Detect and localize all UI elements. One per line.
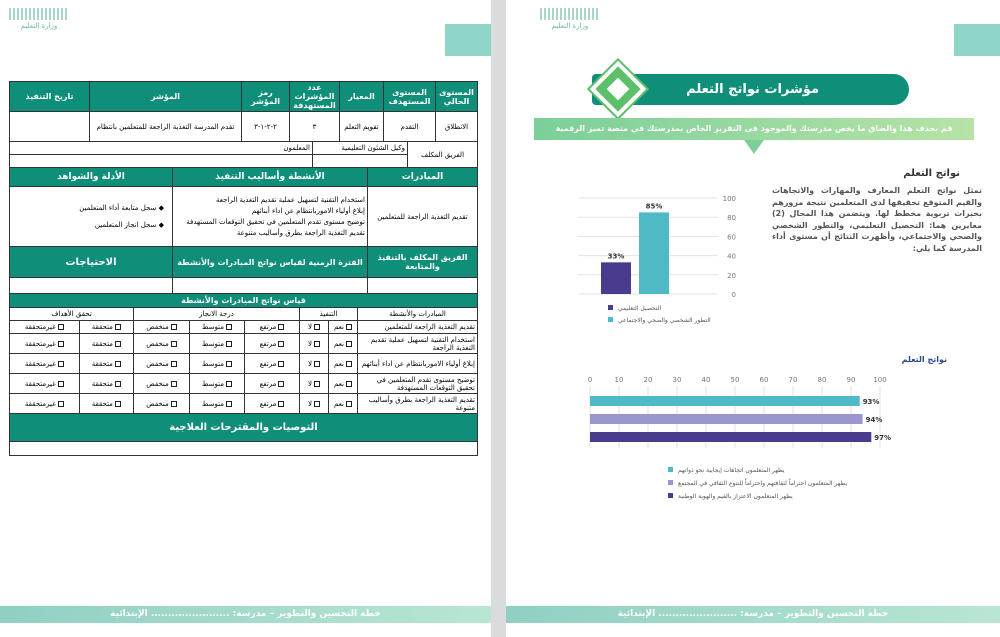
x-tick-label: 20: [643, 376, 653, 384]
needs-value[interactable]: [10, 278, 173, 294]
checkbox-icon[interactable]: [58, 381, 64, 387]
bar: [590, 414, 863, 424]
th-level-current: المستوى الحالي: [436, 82, 478, 112]
x-tick-label: 70: [788, 376, 798, 384]
checkbox-no[interactable]: لا: [300, 354, 329, 374]
chart-vertical-bars: [568, 190, 748, 340]
cell-count: ٣: [290, 112, 340, 142]
checkbox-yes[interactable]: نعم: [329, 374, 358, 394]
legend-swatch: [668, 467, 673, 472]
teachers-value[interactable]: [10, 155, 313, 168]
checkbox-icon[interactable]: [58, 324, 64, 330]
section-paragraph: تمثل نواتج التعلم المعارف والمهارات والاتجاهات والقيم المتوقع تحقيقها لدى المتعلمين نتيجة مرورهم بخبرات تربوية مخطط لها. ويتضمن هذا المجال (2) معايرين هما: التحصيل التعليمي، والتطور الشخصي والصحي والاجتماعي، وأظهرت النتائج أن مستوى أداء المدرسة كما يلي:: [772, 186, 982, 253]
activity-item: استخدام التقنية لتسهيل عملية تقديم التغذية الراجعة: [215, 195, 365, 204]
checkbox-icon[interactable]: [314, 324, 320, 330]
checkbox-yes[interactable]: نعم: [329, 321, 358, 334]
y-tick-label: 100: [722, 195, 736, 203]
checkbox-icon[interactable]: [171, 401, 177, 407]
checkbox-low[interactable]: منخفض: [134, 394, 190, 414]
ministry-logo: [9, 8, 69, 38]
page-gutter: [491, 0, 506, 637]
checkbox-icon[interactable]: [226, 341, 232, 347]
page-title: مؤشرات نواتج التعلم: [592, 74, 909, 105]
checkbox-icon[interactable]: [346, 361, 352, 367]
x-tick-label: 10: [614, 376, 624, 384]
checkbox-icon[interactable]: [346, 381, 352, 387]
recommendations-value[interactable]: [10, 442, 478, 456]
team-followup-value[interactable]: [368, 278, 478, 294]
checkbox-icon[interactable]: [226, 361, 232, 367]
measure-row: [10, 354, 478, 374]
team-label: الفريق المكلف: [408, 142, 478, 168]
x-tick-label: 100: [873, 376, 887, 384]
activity-item: توضيح مستوى تقدم المتعلمين في تحقيق التوقعات المستهدفة: [186, 217, 365, 226]
x-tick-label: 0: [587, 376, 593, 384]
checkbox-icon[interactable]: [115, 341, 121, 347]
data-label: 93%: [862, 398, 880, 406]
data-label: 85%: [645, 202, 663, 211]
legend-swatch: [608, 305, 613, 310]
checkbox-met[interactable]: متحققة: [79, 334, 133, 354]
checkbox-icon[interactable]: [314, 361, 320, 367]
data-label: 33%: [607, 252, 625, 261]
checkbox-icon[interactable]: [278, 401, 284, 407]
checkbox-yes[interactable]: نعم: [329, 394, 358, 414]
checkbox-mid[interactable]: متوسط: [190, 354, 245, 374]
checkbox-icon[interactable]: [314, 341, 320, 347]
y-tick-label: 40: [727, 252, 736, 261]
th-m-initiatives: المبادرات والأنشطة: [358, 308, 478, 321]
activities-cell: [173, 187, 368, 247]
measure-row-label: توضيح مستوى تقدم المتعلمين في تحقيق التوقعات المستهدفة: [358, 374, 478, 394]
teachers-label: المعلمون: [10, 142, 313, 155]
cell-level-target: التقدم: [384, 112, 436, 142]
legend-swatch: [608, 317, 613, 322]
initiative-cell: تقديم التغذية الراجعة للمتعلمين: [368, 187, 478, 247]
cell-standard: تقويم التعلم: [340, 112, 384, 142]
checkbox-unmet[interactable]: غيرمتحققة: [10, 354, 80, 374]
x-tick-label: 80: [817, 376, 827, 384]
checkbox-icon[interactable]: [58, 341, 64, 347]
checkbox-unmet[interactable]: غيرمتحققة: [10, 321, 80, 334]
checkbox-icon[interactable]: [226, 324, 232, 330]
cell-code: ٢-٢-١-٣: [242, 112, 290, 142]
cell-level-current: الانطلاق: [436, 112, 478, 142]
th-indicator: المؤشر: [90, 82, 242, 112]
checkbox-icon[interactable]: [171, 361, 177, 367]
legend-label: التطور الشخصي والصحي والاجتماعي: [618, 317, 711, 324]
th-evidence: الأدلة والشواهد: [10, 168, 173, 187]
measure-rows: [9, 320, 478, 414]
legend-swatch: [668, 493, 673, 498]
measure-row-label: استخدام التقنية لتسهيل عملية تقديم التغذية الراجعة: [358, 334, 478, 354]
measure-row: [10, 334, 478, 354]
checkbox-unmet[interactable]: غيرمتحققة: [10, 334, 80, 354]
footer: خطة التحسين والتطوير – مدرسة: ....................... الإبتدائية: [0, 606, 491, 623]
checkbox-no[interactable]: لا: [300, 394, 329, 414]
x-tick-label: 90: [846, 376, 856, 384]
instruction-band: قم بحذف هذا والصاق ما يخص مدرستك والموجود في التقرير الخاص بمدرستك في منصة تميز الرقمية: [534, 118, 974, 140]
x-tick-label: 30: [672, 376, 682, 384]
checkbox-icon[interactable]: [346, 341, 352, 347]
measure-row-label: إبلاغ أولياء الاموربانتظام عن اداء أبنائهم: [358, 354, 478, 374]
checkbox-met[interactable]: متحققة: [79, 354, 133, 374]
bar: [590, 396, 860, 406]
checkbox-high[interactable]: مرتفع: [245, 374, 300, 394]
evidence-item: ◆ سجل انجاز المتعلمين: [94, 220, 164, 229]
checkbox-icon[interactable]: [278, 361, 284, 367]
th-timeframe: الفترة الزمنية لقياس نواتج المبادرات والأنشطة: [173, 247, 368, 278]
checkbox-unmet[interactable]: غيرمتحققة: [10, 394, 80, 414]
legend-label: يظهر المتعلمون الاعتزاز بالقيم والهوية الوطنية: [678, 493, 793, 500]
cell-date[interactable]: [10, 112, 90, 142]
y-tick-label: 80: [727, 214, 736, 223]
y-tick-label: 20: [727, 271, 736, 280]
bar: [601, 262, 631, 294]
data-label: 94%: [865, 416, 883, 424]
checkbox-icon[interactable]: [226, 381, 232, 387]
checkbox-icon[interactable]: [171, 341, 177, 347]
checkbox-icon[interactable]: [58, 361, 64, 367]
measure-row: [10, 321, 478, 334]
measure-row-label: تقديم التغذية الراجعة بطرق وأساليب متنوعة: [358, 394, 478, 414]
th-standard: المعيار: [340, 82, 384, 112]
activity-item: إبلاغ أولياء الاموربانتظام عن اداء أبنائهم: [251, 206, 365, 215]
legend-label: يظهر المتعلمون احتراماً لثقافتهم واحتراماً للتنوع الثقافي في المجتمع: [678, 480, 848, 487]
checkbox-icon[interactable]: [115, 401, 121, 407]
checkbox-icon[interactable]: [171, 381, 177, 387]
evidence-item: ◆ سجل متابعة أداء المتعلمين: [79, 203, 164, 212]
th-indicator-code: رمز المؤشر: [242, 82, 290, 112]
corner-accent: [445, 24, 491, 56]
checkbox-icon[interactable]: [226, 401, 232, 407]
th-initiatives: المبادرات: [368, 168, 478, 187]
checkbox-low[interactable]: منخفض: [134, 354, 190, 374]
footer: خطة التحسين والتطوير – مدرسة: ....................... الإبتدائية: [506, 606, 1000, 623]
checkbox-no[interactable]: لا: [300, 334, 329, 354]
th-m-goals: تحقق الأهداف: [10, 308, 134, 321]
checkbox-low[interactable]: منخفض: [134, 334, 190, 354]
logo-text: وزارة التعليم: [551, 22, 589, 30]
legend-label: يظهر المتعلمون اتجاهات إيجابية نحو ذواتهم: [678, 467, 785, 474]
bar: [590, 432, 871, 442]
checkbox-icon[interactable]: [346, 324, 352, 330]
checkbox-icon[interactable]: [278, 381, 284, 387]
checkbox-high[interactable]: مرتفع: [245, 354, 300, 374]
chart-horizontal-bars: [562, 350, 947, 530]
checkbox-mid[interactable]: متوسط: [190, 374, 245, 394]
checkbox-no[interactable]: لا: [300, 374, 329, 394]
checkbox-icon[interactable]: [115, 381, 121, 387]
checkbox-met[interactable]: متحققة: [79, 321, 133, 334]
x-tick-label: 50: [730, 376, 740, 384]
checkbox-high[interactable]: مرتفع: [245, 394, 300, 414]
corner-accent: [954, 24, 1000, 56]
section-title: نواتج التعلم: [903, 168, 960, 179]
checkbox-icon[interactable]: [115, 361, 121, 367]
checkbox-mid[interactable]: متوسط: [190, 334, 245, 354]
checkbox-icon[interactable]: [58, 401, 64, 407]
data-label: 97%: [874, 434, 892, 442]
checkbox-met[interactable]: متحققة: [79, 394, 133, 414]
th-m-exec: التنفيذ: [300, 308, 358, 321]
evidence-cell: [10, 187, 173, 247]
ministry-logo: [540, 8, 600, 38]
y-tick-label: 0: [731, 291, 736, 299]
th-team-followup: الفريق المكلف بالتنفيذ والمتابعة: [368, 247, 478, 278]
y-tick-label: 60: [727, 233, 736, 242]
timeframe-value[interactable]: [173, 278, 368, 294]
legend-swatch: [668, 480, 673, 485]
checkbox-icon[interactable]: [346, 401, 352, 407]
checkbox-mid[interactable]: متوسط: [190, 394, 245, 414]
checkbox-icon[interactable]: [278, 324, 284, 330]
checkbox-icon[interactable]: [115, 324, 121, 330]
checkbox-no[interactable]: لا: [300, 321, 329, 334]
checkbox-icon[interactable]: [314, 401, 320, 407]
legend-label: التحصيل التعليمي: [618, 305, 662, 312]
checkbox-mid[interactable]: متوسط: [190, 321, 245, 334]
th-level-target: المستوى المستهدف: [384, 82, 436, 112]
measure-row: [10, 374, 478, 394]
th-exec-date: تاريخ التنفيذ: [10, 82, 90, 112]
x-tick-label: 40: [701, 376, 711, 384]
logo-text: وزارة التعليم: [20, 22, 58, 30]
left-page: [0, 0, 491, 637]
plan-table: [9, 81, 478, 456]
activity-item: تقديم التغذية الراجعة بطرق وأساليب متنوعة: [236, 228, 365, 237]
th-m-degree: درجة الانجاز: [134, 308, 300, 321]
checkbox-met[interactable]: متحققة: [79, 374, 133, 394]
checkbox-yes[interactable]: نعم: [329, 354, 358, 374]
checkbox-yes[interactable]: نعم: [329, 334, 358, 354]
th-indicators-count: عدد المؤشرات المستهدفة: [290, 82, 340, 112]
deputy-label: وكيل الشئون التعليمية: [313, 142, 408, 155]
checkbox-high[interactable]: مرتفع: [245, 334, 300, 354]
bar: [639, 212, 669, 294]
checkbox-unmet[interactable]: غيرمتحققة: [10, 374, 80, 394]
checkbox-icon[interactable]: [278, 341, 284, 347]
checkbox-icon[interactable]: [171, 324, 177, 330]
checkbox-high[interactable]: مرتفع: [245, 321, 300, 334]
arrow-down-icon: [744, 140, 764, 154]
th-needs: الاحتياجات: [10, 247, 173, 278]
checkbox-icon[interactable]: [314, 381, 320, 387]
deputy-value[interactable]: [313, 155, 408, 168]
cell-indicator: تقدم المدرسة التغذية الراجعة للمتعلمين بانتظام: [90, 112, 242, 142]
measure-row: [10, 394, 478, 414]
chart-title: نواتج التعلم: [901, 355, 947, 364]
measure-row-label: تقديم التغذية الراجعة للمتعلمين: [358, 321, 478, 334]
checkbox-low[interactable]: منخفض: [134, 321, 190, 334]
measure-title: قياس نواتج المبادرات والأنشطة: [10, 294, 478, 308]
recommendations-title: التوصيات والمقترحات العلاجية: [10, 414, 478, 442]
right-page: [506, 0, 1000, 637]
x-tick-label: 60: [759, 376, 769, 384]
th-activities: الأنشطة وأساليب التنفيذ: [173, 168, 368, 187]
checkbox-low[interactable]: منخفض: [134, 374, 190, 394]
